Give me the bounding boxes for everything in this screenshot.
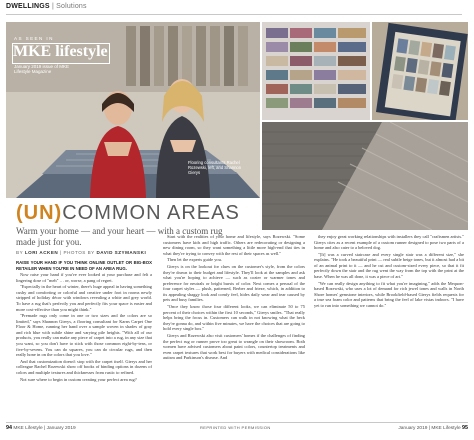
paragraph: "Premade rugs only come in one or two sizes and the colors are so limited," says Shannon Gierys, a flooring consultant for Karns Carpet One Floor & Home, running her hand over a sample woven in shades of gray and rich blue with subtle shine and varying pile heights. "With all of our products, you really can make any piece of carpet into a rug, in any size that you want, so you don't have to stick with those common eight-by-tens, or five-by-sevens. You can do squares, you can do circular rugs, and then really hone in on the colors that you love." <box>16 313 152 358</box>
section-header <box>0 0 474 17</box>
carpet-samples-illustration <box>262 22 370 120</box>
carpet-texture-illustration <box>262 122 468 230</box>
article-column-1 <box>16 260 152 383</box>
paragraph: Then let the experts guide you. <box>167 257 222 263</box>
photos-by-label: PHOTOS BY <box>63 250 95 255</box>
byline <box>16 250 146 255</box>
issue-note: January 2019 issue of MKE Lifestyle Magazine <box>14 64 70 75</box>
page-number-left: 94 <box>6 425 12 431</box>
paragraph: they enjoy great working relationships with installers they call "craftsmen artists." Gierys cites as a recent example of a custom runner designed to pose two parts of a home and also cater to a beloved dog. <box>314 234 464 251</box>
footer-divider <box>6 422 468 423</box>
footer-right <box>398 425 468 431</box>
paragraph: Not sure where to begin in custom creating your perfect area rug? <box>20 376 137 382</box>
article-column-2 <box>163 234 305 362</box>
article-column-3 <box>314 234 464 310</box>
paragraph: And that customization doesn't stop with the carpet itself. Gierys and her colleague Rachel Rozewski show off books of binding options in dozens of colors and multiple textures and thicknesses from rustic to refined. <box>16 358 152 375</box>
header-divider <box>6 14 462 15</box>
page-number-right: 95 <box>462 425 468 431</box>
headline-prefix: (UN) <box>16 202 63 224</box>
magazine-logo: MKE lifestyle <box>13 43 108 60</box>
swatch-book-photo <box>372 22 468 120</box>
section-name: DWELLINGS <box>6 3 50 10</box>
paragraph: "[It] was a curved staircase and every single stair was a different size," she explains. "He took a beautiful print — real subtle beige tones, but it almost had a bit of an animal print to it — and he cut and custom-sized every piece, so that it fit perfectly down the stair and the rug went the way from the top with the print at the base. When he was all done, it was a piece of art." <box>314 251 464 280</box>
article-deck: Warm your home — and your heart — with a custom rug made just for you. <box>16 226 223 247</box>
swatch-book-illustration <box>372 22 468 120</box>
as-seen-in-label: AS SEEN IN <box>14 36 54 41</box>
author-name: LORI ACKEN <box>24 250 59 255</box>
paragraph: "Especially in the heart of winter, there's huge appeal in having something cushy and comforting or colorful and creative under foot in rooms newly stripped of holiday décor with windows revealing a white and grey world. To have a rug that's perfectly you and perfectly fits your space is easier and more cost-effective than you might think." <box>16 284 152 312</box>
paragraph: "Once they know those four different looks, we can eliminate 50 to 75 percent of their choices within the first 10 seconds," Gierys smiles. "That really helps bring the focus in. Customers can walk in not knowing what the heck they're gonna do, and within five minutes, we have the choices that are going to hold every single box." <box>163 304 305 332</box>
carpet-samples-photo <box>262 22 370 120</box>
photo-caption: Flooring consultants Rachel Rozewski, left, and Shannon Gierys <box>188 160 242 175</box>
headline-main: COMMON AREAS <box>62 202 240 224</box>
subsection-name: Solutions <box>56 3 87 10</box>
paragraph: Start with the realities of your home and lifestyle, says Rozewski. "Some customers have kids and high traffic. Others are redecorating or designing a new dining room, so they want something a little more high-end that ties in what they're trying to convey with the rest of their spaces as well." <box>163 234 305 256</box>
byline-by-label: BY <box>16 250 24 255</box>
lead-in: RAISE YOUR HAND IF YOU THINK ONLINE OUTLET OR BIG-BOX RETAILER WHEN YOU'RE IN NEED OF AN AREA RUG. <box>16 260 152 271</box>
byline-separator: | <box>60 250 62 255</box>
footer-left-text: MKE Lifestyle | January 2019 <box>13 426 76 431</box>
article-headline <box>16 202 240 225</box>
carpet-texture-photo <box>262 122 468 230</box>
photographer-name: DAVID SZYMANSKI <box>96 250 147 255</box>
reprint-notice: REPRINTED WITH PERMISSION <box>200 425 271 430</box>
footer-left <box>6 425 76 431</box>
paragraph: "We can really design anything to fit what you're imagining," adds the Mequon-based Rozewski, who uses a lot of demand for rich jewel tones and walls in North Shore homes' gemstone interiors, while Brookfield-based Gierys fields requests for a true sea foam color and patterns that bring the feel of lake vistas indoors. "I have yet to run into something we cannot do." <box>314 280 464 308</box>
footer-right-text: January 2019 | MKE Lifestyle <box>398 426 461 431</box>
paragraph: Gierys and Rozewski also visit customers' homes if the challenges of finding the perfect rug or runner prove too great to wrangle on their showroom. Both women have advised customers about paint colors, countertop treatments and even carpet textures that work best for buyers with medical considerations like autism and Parkinson's disease. And <box>163 333 305 361</box>
paragraph: Now raise your hand if you've ever looked at your purchase and felt a lingering dose of "meh" … or, worse, a pang of regret. <box>16 272 152 283</box>
paragraph: Gierys is on the lookout for clues on the customer's style, from the colors they're drawn to their budget and lifestyle. They'll look at the samples and ask what you're hoping to achieve — such as cozier or warmer tones and preference for neutrals or bright bursts of color. Next comes a perusal of the four carpet styles — plush, patterned, Berber and frieze, which, in addition to its appealing shaggy look and comfy feel, hides daily wear and tear caused by pets and busy families. <box>163 264 305 303</box>
section-rubric: DWELLINGS | Solutions <box>6 3 87 10</box>
